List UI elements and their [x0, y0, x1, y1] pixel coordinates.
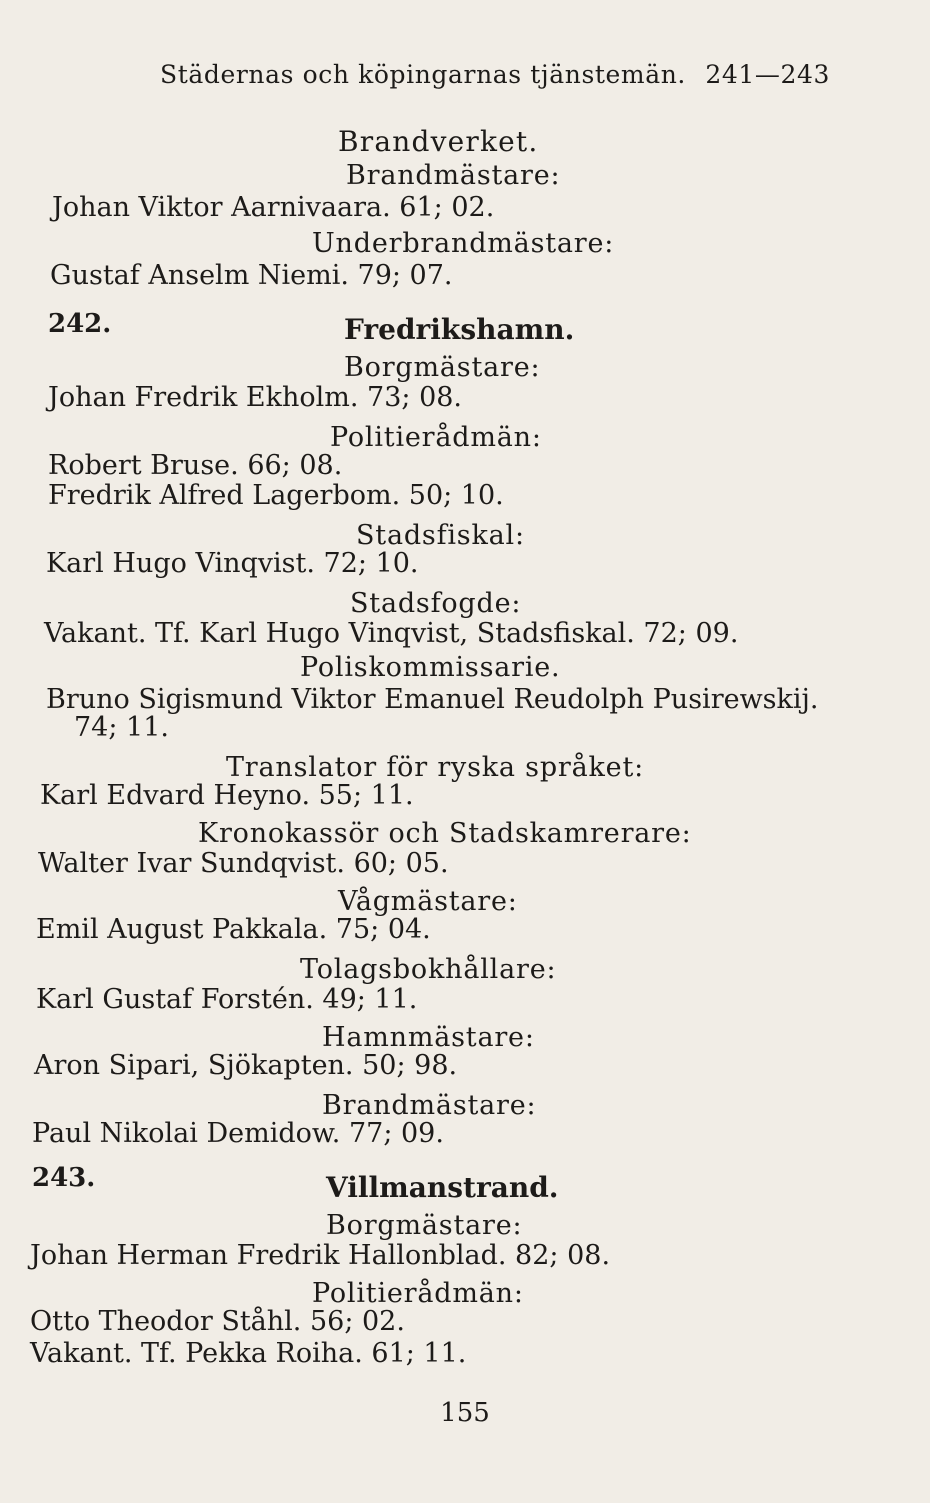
person-entry: Bruno Sigismund Viktor Emanuel Reudolph Pusirewskij.: [46, 684, 819, 715]
person-entry: Aron Sipari, Sjökapten. 50; 98.: [34, 1050, 458, 1081]
header-title: Städernas och köpingarnas tjänstemän.: [160, 60, 686, 89]
person-entry: Karl Edvard Heyno. 55; 11.: [40, 780, 414, 811]
person-entry: Walter Ivar Sundqvist. 60; 05.: [38, 848, 449, 879]
section-number: 242.: [48, 309, 112, 339]
person-entry: Gustaf Anselm Niemi. 79; 07.: [50, 260, 453, 291]
town-heading: Villmanstrand.: [326, 1171, 559, 1204]
office-title: Politierådmän:: [330, 422, 542, 453]
office-title: Brandmästare:: [322, 1090, 537, 1121]
person-entry: Johan Viktor Aarnivaara. 61; 02.: [52, 192, 495, 223]
office-title: Poliskommissarie.: [300, 652, 561, 683]
page-number: 155: [440, 1398, 490, 1428]
person-entry: Karl Gustaf Forstén. 49; 11.: [36, 984, 418, 1015]
person-entry: Vakant. Tf. Karl Hugo Vinqvist, Stadsfiskal. 72; 09.: [44, 618, 739, 649]
person-entry: Paul Nikolai Demidow. 77; 09.: [32, 1118, 444, 1149]
section-heading-brandverket: Brandverket.: [338, 125, 539, 158]
person-entry: Vakant. Tf. Pekka Roiha. 61; 11.: [30, 1338, 467, 1369]
person-entry: Fredrik Alfred Lagerbom. 50; 10.: [48, 480, 504, 511]
office-title: Underbrandmästare:: [312, 228, 615, 259]
person-entry: Emil August Pakkala. 75; 04.: [36, 914, 431, 945]
office-title: Brandmästare:: [346, 160, 561, 191]
person-entry: Karl Hugo Vinqvist. 72; 10.: [46, 548, 419, 579]
office-title: Stadsfogde:: [350, 588, 522, 619]
person-entry: Robert Bruse. 66; 08.: [48, 450, 343, 481]
office-title: Tolagsbokhållare:: [300, 954, 557, 985]
office-title: Kronokassör och Stadskamrerare:: [198, 818, 692, 849]
person-entry-continuation: 74; 11.: [74, 712, 169, 743]
section-number: 243.: [32, 1163, 96, 1193]
person-entry: Johan Fredrik Ekholm. 73; 08.: [48, 382, 463, 413]
town-heading: Fredrikshamn.: [344, 313, 575, 346]
office-title: Stadsfiskal:: [356, 520, 525, 551]
office-title: Borgmästare:: [326, 1210, 523, 1241]
office-title: Vågmästare:: [338, 886, 518, 917]
header-section-range: 241—243: [705, 60, 830, 89]
office-title: Politierådmän:: [312, 1278, 524, 1309]
office-title: Translator för ryska språket:: [226, 752, 645, 783]
office-title: Hamnmästare:: [322, 1022, 535, 1053]
person-entry: Otto Theodor Ståhl. 56; 02.: [30, 1306, 405, 1337]
person-entry: Johan Herman Fredrik Hallonblad. 82; 08.: [30, 1240, 611, 1271]
office-title: Borgmästare:: [344, 352, 541, 383]
running-header: [160, 60, 830, 89]
